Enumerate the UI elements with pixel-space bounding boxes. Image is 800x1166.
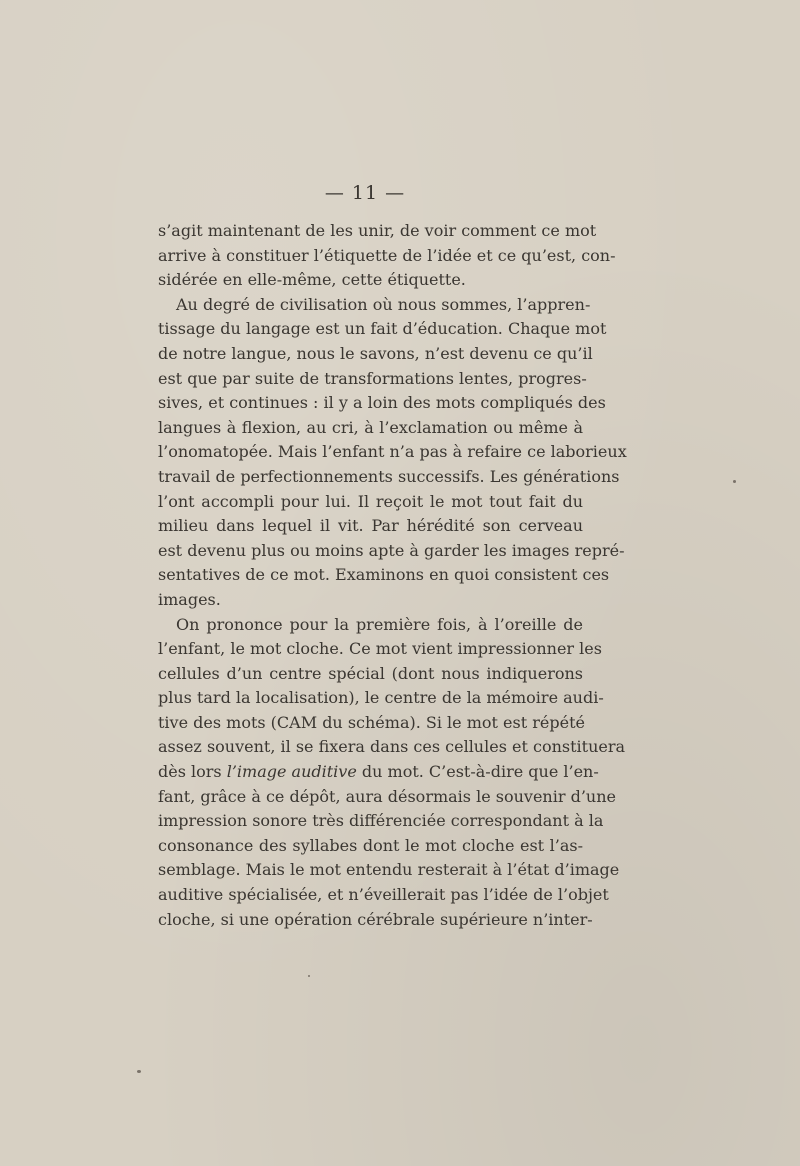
text-line: langues à flexion, au cri, à l’exclamation ou même à <box>158 417 583 437</box>
text-line: l’onomatopée. Mais l’enfant n’a pas à refaire ce laborieux <box>158 442 627 462</box>
text-line: l’ont accompli pour lui. Il reçoit le mot tout fait du <box>158 491 583 511</box>
text-line: l’enfant, le mot cloche. Ce mot vient impressionner les <box>158 639 602 659</box>
text-line: On prononce pour la première fois, à l’oreille de <box>176 614 583 634</box>
text-line: est que par suite de transformations lentes, progres- <box>158 368 587 388</box>
text-line: cellules d’un centre spécial (dont nous indiquerons <box>158 663 583 683</box>
text-line: cloche, si une opération cérébrale supérieure n’inter- <box>158 909 593 929</box>
text-line: consonance des syllabes dont le mot cloche est l’as- <box>158 835 583 855</box>
text-line: s’agit maintenant de les unir, de voir comment ce mot <box>158 221 597 240</box>
text-line: sives, et continues : il y a loin des mots compliqués des <box>158 393 606 413</box>
text-line: images. <box>158 589 221 609</box>
text-line: travail de perfectionnements successifs. Les générations <box>158 466 620 486</box>
text-segment: dès lors <box>158 762 227 782</box>
text-line: plus tard la localisation), le centre de la mémoire audi- <box>158 688 604 708</box>
paper-speck <box>733 480 736 483</box>
text-line: sentatives de ce mot. Examinons en quoi consistent ces <box>158 565 610 585</box>
text-line: milieu dans lequel il vit. Par hérédité son cerveau <box>158 516 583 536</box>
text-line: impression sonore très différenciée correspondant à la <box>158 811 604 831</box>
paper-speck <box>308 975 310 977</box>
paper-speck <box>137 1070 141 1073</box>
text-line: fant, grâce à ce dépôt, aura désormais le souvenir d’une <box>158 786 616 806</box>
text-segment: du mot. C’est-à-dire que l’en- <box>356 762 599 782</box>
text-line: semblage. Mais le mot entendu resterait à l’état d’image <box>158 860 620 880</box>
text-line: Au degré de civilisation où nous sommes, l’appren- <box>176 294 591 314</box>
text-line: auditive spécialisée, et n’éveillerait pas l’idée de l’objet <box>158 885 609 905</box>
text-line: est devenu plus ou moins apte à garder les images repré- <box>158 540 625 560</box>
page-number: — 11 — <box>324 182 406 204</box>
text-line <box>158 760 599 785</box>
text-line: arrive à constituer l’étiquette de l’idée et ce qu’est, con- <box>158 245 616 265</box>
body-text <box>158 219 627 932</box>
text-line: tive des mots (CAM du schéma). Si le mot est répété <box>158 712 585 732</box>
text-line: tissage du langage est un fait d’éducation. Chaque mot <box>158 319 607 339</box>
italic-phrase: l’image auditive <box>226 762 357 782</box>
text-line: de notre langue, nous le savons, n’est devenu ce qu’il <box>158 343 593 363</box>
text-line: assez souvent, il se fixera dans ces cellules et constituera <box>158 737 626 757</box>
text-line: sidérée en elle-même, cette étiquette. <box>158 270 466 290</box>
